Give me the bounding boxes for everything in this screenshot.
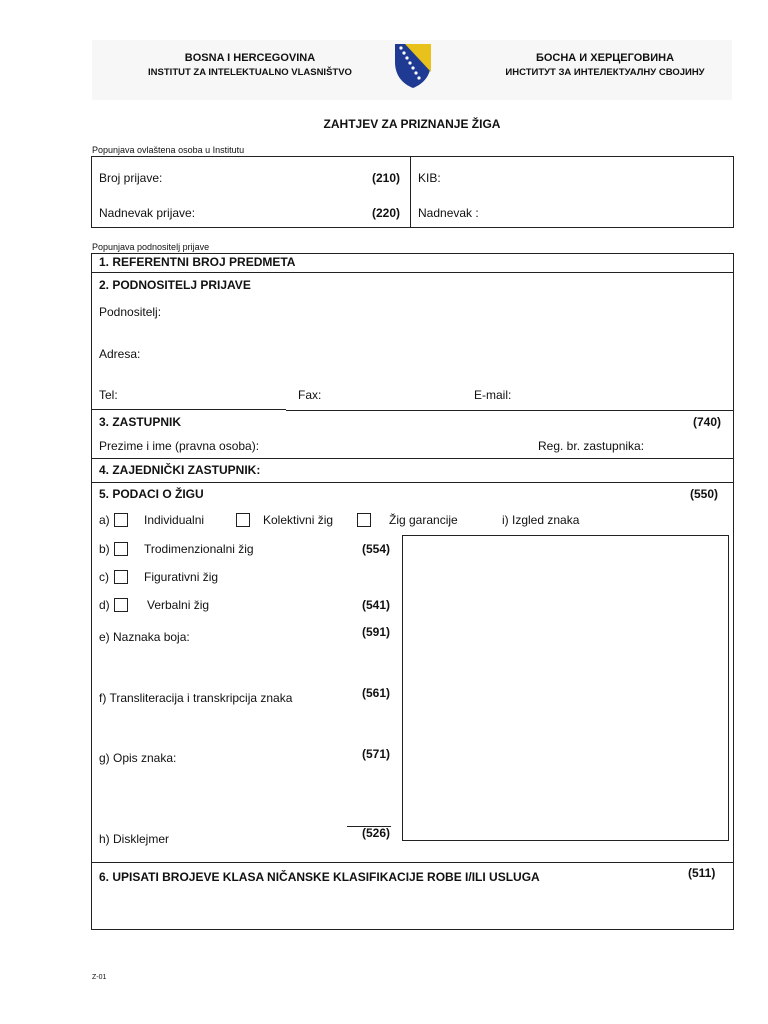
option-c-label: c) [99, 570, 109, 584]
garancije-checkbox[interactable] [357, 513, 371, 527]
institute-note: Popunjava ovlaštena osoba u Institutu [92, 145, 245, 155]
code-550: (550) [690, 487, 719, 501]
email-label: E-mail: [474, 388, 512, 402]
divider [91, 862, 734, 863]
divider [286, 410, 734, 411]
kib-label: KIB: [418, 171, 441, 185]
applicant-note: Popunjava podnositelj prijave [92, 242, 210, 252]
transliteracija-label: f) Transliteracija i transkripcija znaka [99, 691, 293, 705]
reg-label: Reg. br. zastupnika: [538, 439, 645, 453]
code-554: (554) [362, 542, 391, 556]
figurativni-checkbox[interactable] [114, 570, 128, 584]
individualni-checkbox[interactable] [114, 513, 128, 527]
section-4-title: 4. ZAJEDNIČKI ZASTUPNIK: [99, 463, 261, 477]
nadnevak-label: Nadnevak : [418, 206, 479, 220]
section-3-title: 3. ZASTUPNIK [99, 415, 182, 429]
section-1-title: 1. REFERENTNI BROJ PREDMETA [99, 255, 296, 269]
code-561: (561) [362, 686, 391, 700]
form-title: ZAHTJEV ZA PRIZNANJE ŽIGA [323, 117, 501, 131]
code-210: (210) [372, 171, 401, 185]
institute-divider [410, 156, 411, 228]
divider [91, 272, 734, 273]
disklejmer-label: h) Disklejmer [99, 832, 170, 846]
header-right-country: БОСНА И ХЕРЦЕГОВИНА [535, 52, 675, 64]
verbalni-label: Verbalni žig [147, 598, 210, 612]
section-6-title: 6. UPISATI BROJEVE KLASA NIČANSKE KLASIFIKACIJE ROBE I/ILI USLUGA [99, 870, 540, 884]
option-b-label: b) [99, 542, 110, 556]
izgled-znaka-label: i) Izgled znaka [502, 513, 580, 527]
code-220: (220) [372, 206, 401, 220]
opis-znaka-label: g) Opis znaka: [99, 751, 177, 765]
garancije-label: Žig garancije [389, 513, 458, 527]
form-code: Z-01 [92, 974, 107, 981]
kolektivni-label: Kolektivni žig [263, 513, 334, 527]
divider [91, 458, 734, 459]
figurativni-label: Figurativni žig [144, 570, 219, 584]
trodimenzionalni-label: Trodimenzionalni žig [144, 542, 254, 556]
coat-of-arms-icon [393, 42, 433, 90]
individualni-label: Individualni [144, 513, 205, 527]
mark-image-box[interactable] [402, 535, 729, 841]
header-left-country: BOSNA I HERCEGOVINA [184, 52, 316, 64]
code-541: (541) [362, 598, 391, 612]
code-526: (526) [362, 826, 391, 840]
broj-prijave-label: Broj prijave: [99, 171, 163, 185]
tel-label: Tel: [99, 388, 118, 402]
divider [91, 409, 286, 410]
adresa-label: Adresa: [99, 347, 141, 361]
option-a-label: a) [99, 513, 110, 527]
header-left-institute: INSTITUT ZA INTELEKTUALNO VLASNIŠTVO [148, 67, 352, 78]
option-d-label: d) [99, 598, 110, 612]
prezime-label: Prezime i ime (pravna osoba): [99, 439, 260, 453]
divider [91, 482, 734, 483]
code-571: (571) [362, 747, 391, 761]
header-right-institute: ИНСТИТУТ ЗА ИНТЕЛЕКТУАЛНУ СВОЈИНУ [505, 67, 705, 78]
nadnevak-prijave-label: Nadnevak prijave: [99, 206, 196, 220]
podnositelj-label: Podnositelj: [99, 305, 162, 319]
trodimenzionalni-checkbox[interactable] [114, 542, 128, 556]
code-740: (740) [693, 415, 722, 429]
fax-label: Fax: [298, 388, 322, 402]
code-591: (591) [362, 625, 391, 639]
code-511: (511) [688, 866, 716, 880]
verbalni-checkbox[interactable] [114, 598, 128, 612]
section-2-title: 2. PODNOSITELJ PRIJAVE [99, 278, 251, 292]
kolektivni-checkbox[interactable] [236, 513, 250, 527]
section-5-title: 5. PODACI O ŽIGU [99, 487, 204, 501]
naznaka-boja-label: e) Naznaka boja: [99, 630, 190, 644]
